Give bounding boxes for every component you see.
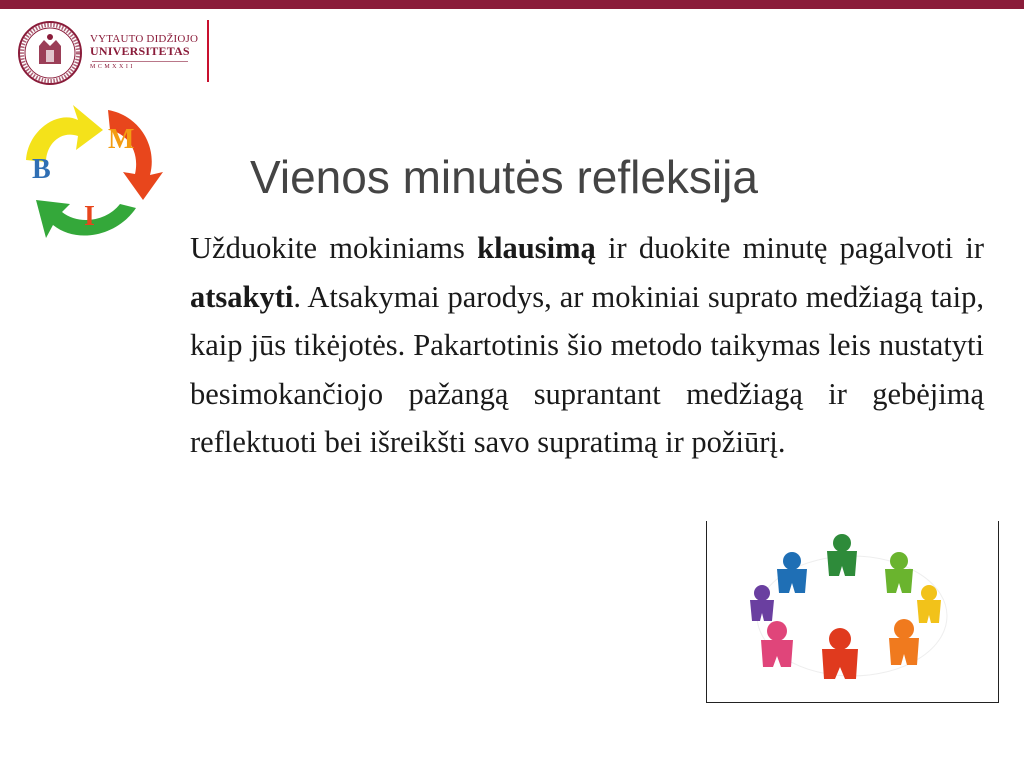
- bmi-letter-i: I: [84, 201, 95, 232]
- bmi-arrows-logo: [18, 100, 163, 245]
- body-text-bold-question: klausimą: [477, 231, 596, 265]
- university-seal-logo: [17, 20, 83, 86]
- people-circle-illustration: [706, 521, 999, 703]
- bmi-letter-m: M: [108, 124, 135, 155]
- body-text-segment: . Atsakymai parodys, ar mokiniai suprato medžiagą taip, kaip jūs tikėjotės. Pakartotinis šio metodo taikymas leis nustatyti besimokančiojo pažangą suprantant medžiagą ir gebėjimą reflektuoti bei išreikšti savo supratimą ir požiūrį.: [190, 279, 984, 459]
- slide-body-text: [190, 224, 984, 467]
- people-circle-image: [707, 521, 998, 702]
- university-name: [90, 33, 198, 72]
- university-year: MCMXXII: [90, 64, 135, 70]
- bmi-letter-b: B: [32, 154, 51, 185]
- header-divider: [207, 20, 209, 82]
- body-text-bold-answer: atsakyti: [190, 279, 294, 314]
- body-text-segment: ir duokite minutę pagalvoti ir: [595, 231, 985, 265]
- top-bar: [0, 0, 1024, 9]
- slide-title: Vienos minutės refleksija: [250, 151, 758, 203]
- university-name-line1: VYTAUTO DIDŽIOJO: [90, 33, 199, 45]
- logo-rule: [92, 61, 188, 62]
- university-name-line2: UNIVERSITETAS: [90, 44, 190, 58]
- body-text-segment: Užduokite mokiniams: [190, 231, 478, 265]
